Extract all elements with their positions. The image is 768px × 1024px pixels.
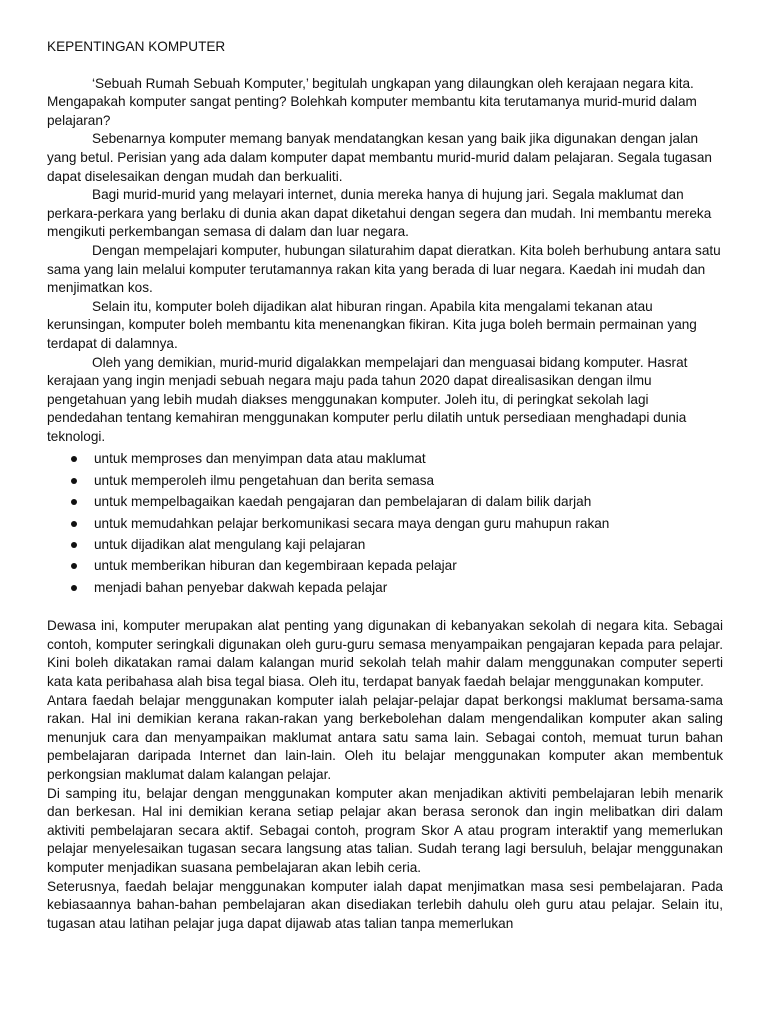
bullet-icon xyxy=(71,499,77,505)
document-title: KEPENTINGAN KOMPUTER xyxy=(47,39,226,54)
bullet-icon xyxy=(71,585,77,591)
body-paragraph-2: Antara faedah belajar menggunakan komputer ialah pelajar-pelajar dapat berkongsi maklumat bersama-sama rakan. Hal ini demikian kerana rakan-rakan yang berkebolehan dalam mengendalikan komputer akan saling menunjuk cara dan menyampaikan maklumat antara satu sama lain. Sebagai contoh, memuat turun bahan pembelajaran daripada Internet dan lain-lain. Oleh itu belajar menggunakan komputer akan membentuk perkongsian maklumat dalam kalangan pelajar. xyxy=(47,692,723,782)
document-page xyxy=(47,38,723,933)
intro-paragraph-1: ‘Sebuah Rumah Sebuah Komputer,’ begitulah ungkapan yang dilaungkan oleh kerajaan negara kita. Mengapakah komputer sangat penting? Bolehkah komputer membantu kita terutamanya murid-murid dalam pelajaran? xyxy=(47,75,697,128)
list-item-text: untuk mempelbagaikan kaedah pengajaran dan pembelajaran di dalam bilik darjah xyxy=(94,494,592,510)
body-paragraph-1: Dewasa ini, komputer merupakan alat penting yang digunakan di kebanyakan sekolah di negara kita. Sebagai contoh, komputer seringkali digunakan oleh guru-guru semasa menyampaikan pengajaran kepada para pelajar. Kini boleh dikatakan ramai dalam kalangan murid sekolah telah mahir dalam menggunakan computer seperti kata kata peribahasa alah bisa tegal biasa. Oleh itu, terdapat banyak faedah belajar menggunakan komputer. xyxy=(47,618,723,689)
body-paragraph-4: Seterusnya, faedah belajar menggunakan komputer ialah dapat menjimatkan masa sesi pembelajaran. Pada kebiasaannya bahan-bahan pembelajaran akan disediakan terlebih dahulu oleh guru atau pelajar. Selain itu, tugasan atau latihan pelajar juga dapat dijawab atas talian tanpa memerlukan xyxy=(47,878,723,931)
bullet-icon xyxy=(71,542,77,548)
bullet-icon xyxy=(71,563,77,569)
bullet-icon xyxy=(71,478,77,484)
list-item xyxy=(47,513,723,534)
intro-paragraph-2: Sebenarnya komputer memang banyak mendatangkan kesan yang baik jika digunakan dengan jalan yang betul. Perisian yang ada dalam komputer dapat membantu murid-murid dalam pelajaran. Segala tugasan dapat diselesaikan dengan mudah dan berkualiti. xyxy=(47,131,712,184)
intro-paragraph-3: Bagi murid-murid yang melayari internet, dunia mereka hanya di hujung jari. Segala maklumat dan perkara-perkara yang berlaku di dunia akan dapat diketahui dengan segera dan mudah. Ini membantu mereka mengikuti perkembangan semasa di dalam dan luar negara. xyxy=(47,187,712,240)
list-item-text: untuk memberikan hiburan dan kegembiraan kepada pelajar xyxy=(94,558,457,574)
bullet-icon xyxy=(71,456,77,462)
list-item-text: untuk memperoleh ilmu pengetahuan dan berita semasa xyxy=(94,472,435,488)
intro-paragraph-6: Oleh yang demikian, murid-murid digalakkan mempelajari dan menguasai bidang komputer. Hasrat kerajaan yang ingin menjadi sebuah negara maju pada tahun 2020 dapat direalisasikan dengan ilmu pengetahuan yang lebih mudah diakses menggunakan komputer. Joleh itu, di peringkat sekolah lagi pendedahan tentang kemahiran menggunakan komputer perlu dilatih untuk persediaan menghadapi dunia teknologi. xyxy=(47,354,688,444)
list-item-text: untuk memudahkan pelajar berkomunikasi secara maya dengan guru mahupun rakan xyxy=(94,515,610,531)
list-item xyxy=(47,470,723,491)
list-item xyxy=(47,491,723,512)
intro-paragraph-5: Selain itu, komputer boleh dijadikan alat hiburan ringan. Apabila kita mengalami tekanan atau kerunsingan, komputer boleh membantu kita menenangkan fikiran. Kita juga boleh bermain permainan yang terdapat di dalamnya. xyxy=(47,298,697,351)
list-item-text: menjadi bahan penyebar dakwah kepada pelajar xyxy=(94,579,388,595)
list-item xyxy=(47,577,723,598)
list-item xyxy=(47,448,723,469)
list-item-text: untuk memproses dan menyimpan data atau maklumat xyxy=(94,451,426,467)
bullet-icon xyxy=(71,521,77,527)
body-paragraph-3: Di samping itu, belajar dengan menggunakan komputer akan menjadikan aktiviti pembelajaran lebih menarik dan berkesan. Hal ini demikian kerana setiap pelajar akan berasa seronok dan ingin melibatkan diri dalam aktiviti pembelajaran secara aktif. Sebagai contoh, program Skor A atau program interaktif yang memerlukan pelajar menyelesaikan tugasan secara langsung atas talian. Sudah terang lagi bersuluh, belajar menggunakan komputer menjadikan suasana pembelajaran akan lebih ceria. xyxy=(47,785,723,875)
section-spacer xyxy=(47,598,723,617)
bullet-list xyxy=(47,448,723,598)
intro-paragraph-4: Dengan mempelajari komputer, hubungan silaturahim dapat dieratkan. Kita boleh berhubung antara satu sama yang lain melalui komputer terutamannya rakan kita yang berada di luar negara. Kaedah ini mudah dan menjimatkan kos. xyxy=(47,242,721,296)
list-item-text: untuk dijadikan alat mengulang kaji pelajaran xyxy=(94,537,366,553)
list-item xyxy=(47,534,723,555)
list-item xyxy=(47,555,723,576)
intro-section xyxy=(47,75,723,447)
body-section xyxy=(47,617,723,933)
